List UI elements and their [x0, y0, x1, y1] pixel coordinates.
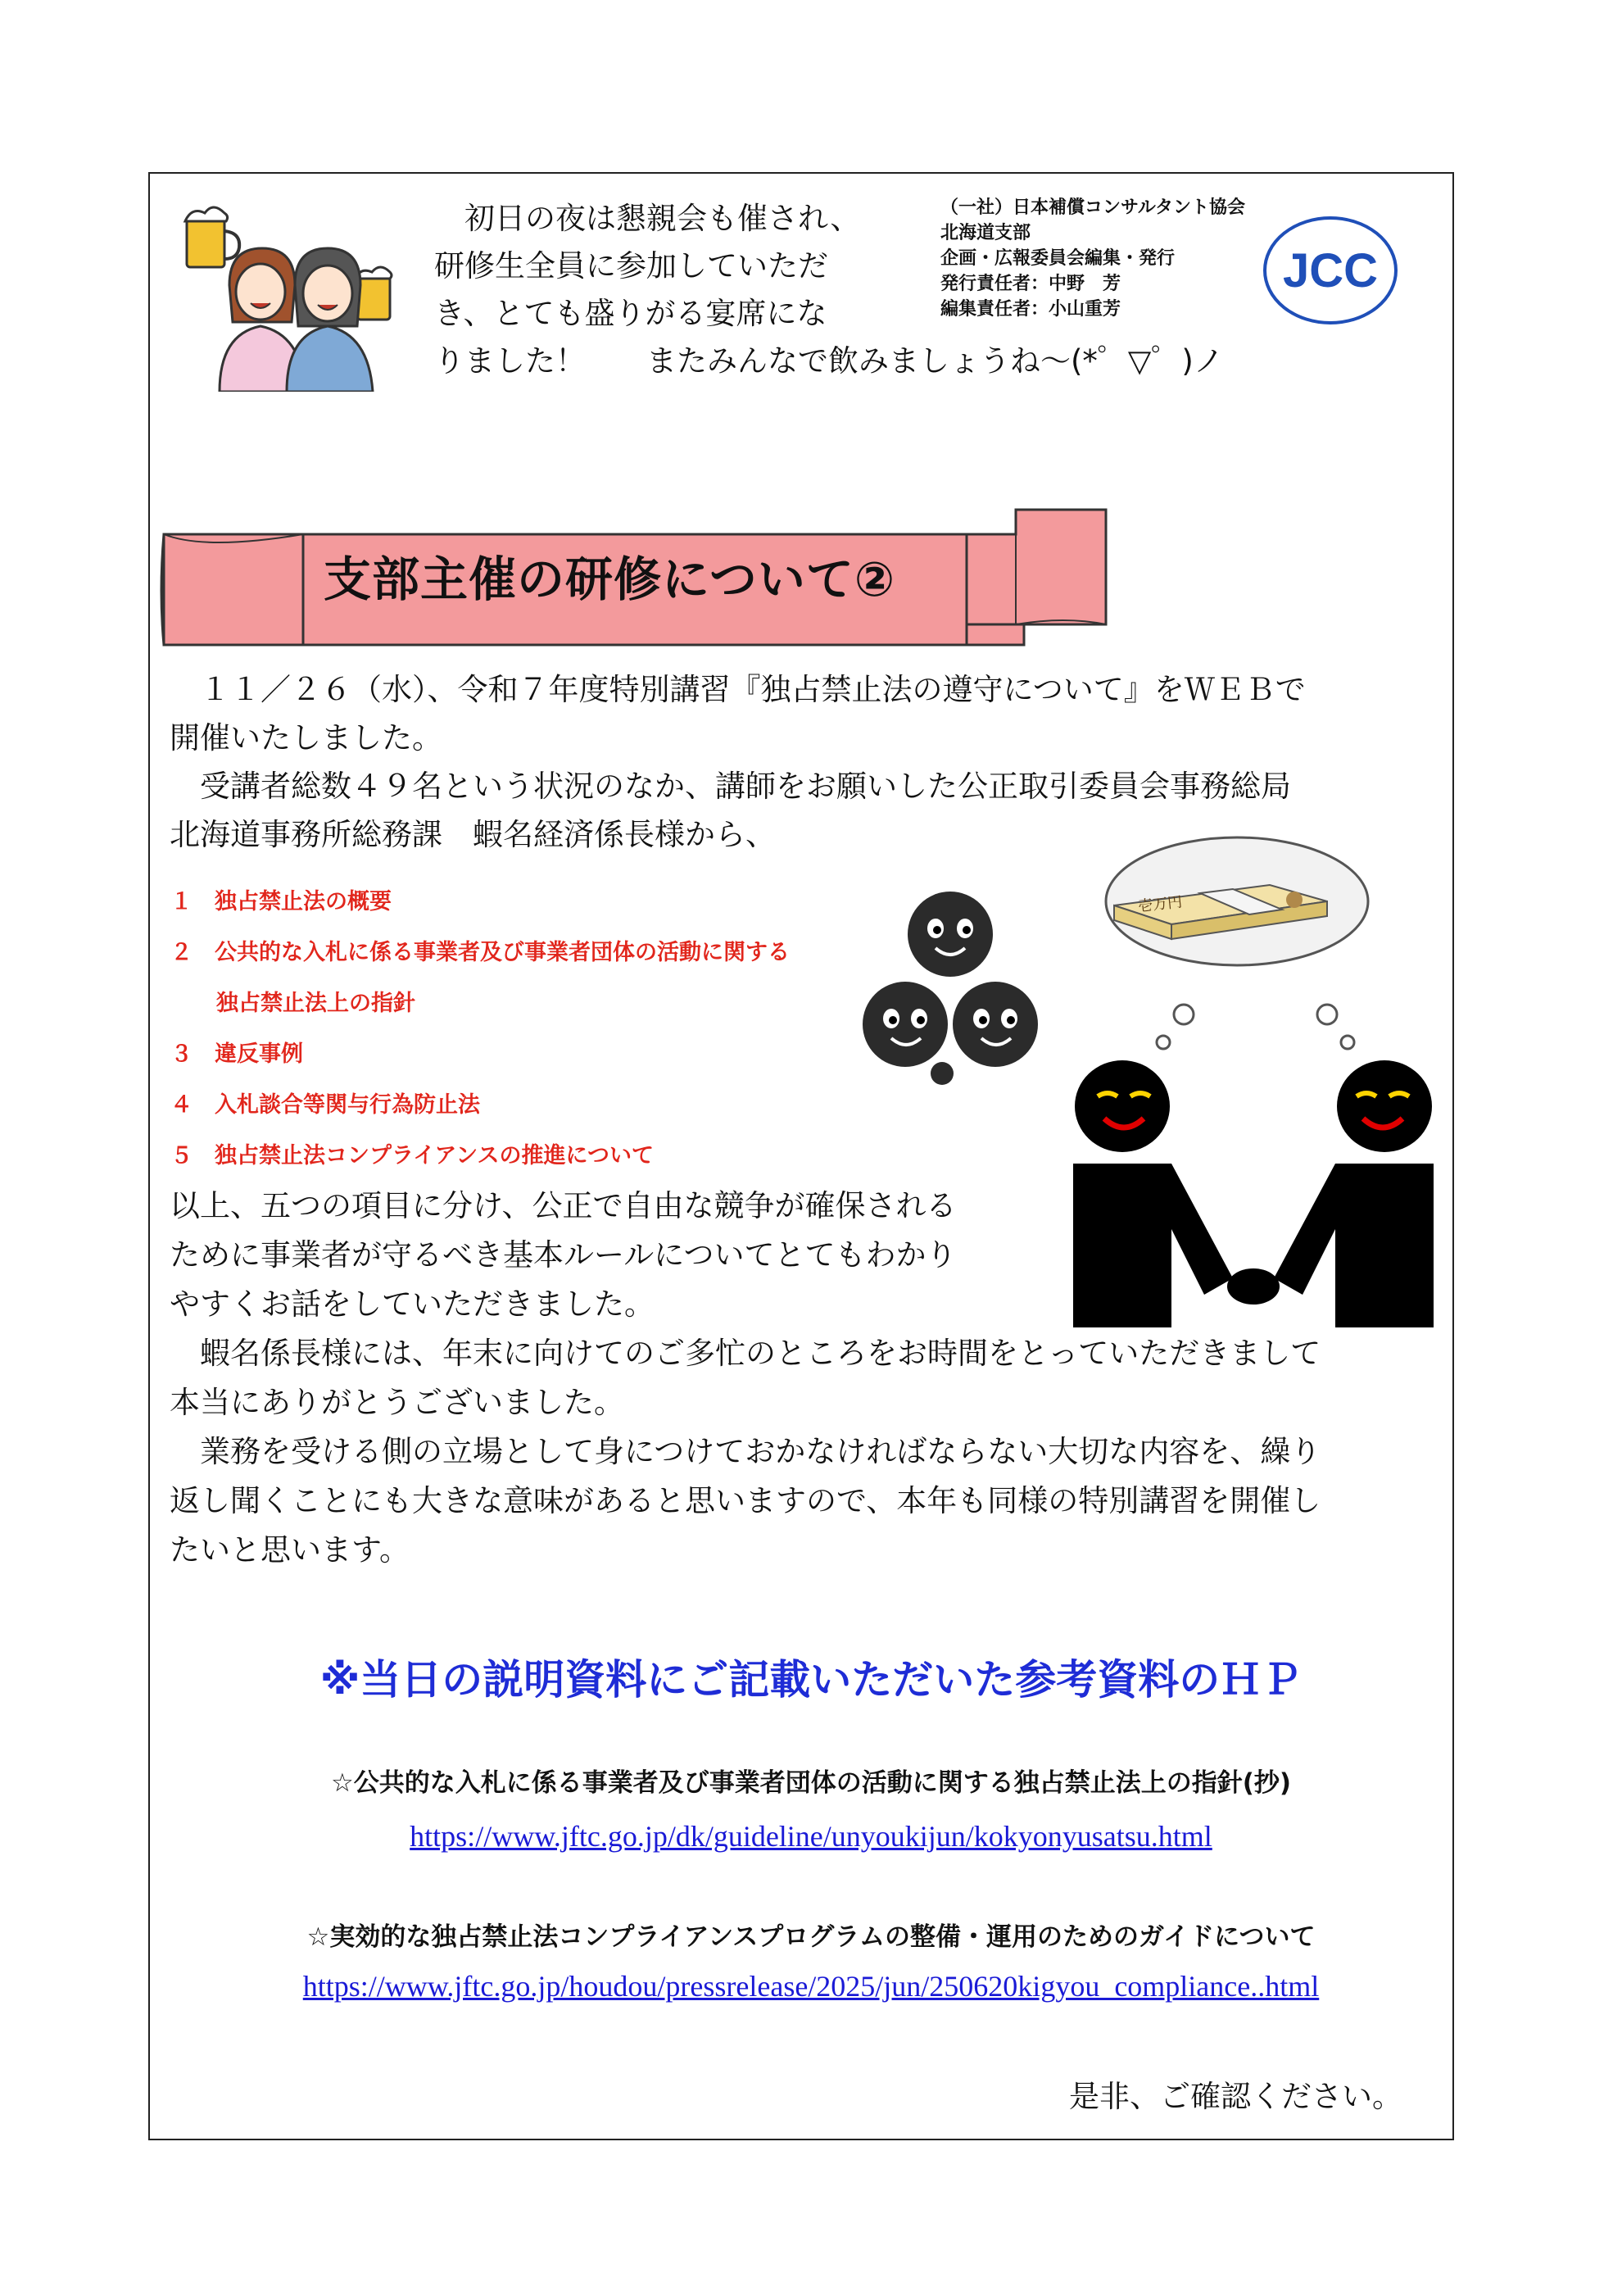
- body-p3-l3: やすくお話をしていただきました。: [170, 1286, 655, 1322]
- beer-mug-left-icon: [185, 207, 239, 267]
- body-p1-l2: 開催いたしました。: [170, 720, 442, 756]
- shadow-person-right-icon: [1274, 1060, 1434, 1327]
- reference-title: ☆公共的な入札に係る事業者及び事業者団体の活動に関する独占禁止法上の指針(抄): [330, 1768, 1292, 1798]
- jcc-logo: [1262, 215, 1399, 326]
- body-p2-l2: 北海道事務所総務課 蝦名経済係長様から、: [170, 817, 776, 852]
- body-p3-l2: ために事業者が守るべき基本ルールについてとてもわかり: [170, 1237, 957, 1273]
- org-branch: 北海道支部: [940, 223, 1031, 243]
- topic-item: ２ 公共的な入札に係る事業者及び事業者団体の活動に関する: [170, 940, 790, 965]
- thought-bubble: [1106, 837, 1368, 1049]
- jcc-logo-text: JCC: [1282, 244, 1379, 297]
- org-name: （一社）日本補償コンサルタント協会: [940, 197, 1246, 218]
- reference-link[interactable]: https://www.jftc.go.jp/dk/guideline/unyoukijun/kokyonyusatsu.html: [410, 1820, 1212, 1853]
- body-p4-l1: 蝦名係長様には、年末に向けてのご多忙のところをお時間をとっていただきまして: [170, 1336, 1321, 1371]
- body-p4-l2: 本当にありがとうございました。: [170, 1385, 624, 1420]
- intro-line: 初日の夜は懇親会も催され、: [434, 201, 861, 236]
- topic-item: 独占禁止法上の指針: [216, 991, 415, 1016]
- org-chief-editor: 編集責任者：小山重芳: [940, 299, 1121, 320]
- org-publisher: 発行責任者：中野 芳: [940, 274, 1121, 294]
- dark-face-icon: [863, 982, 948, 1067]
- topic-list: [170, 877, 790, 1182]
- collusion-illustration: [1057, 836, 1450, 1327]
- money-bill-text: 壱万円: [1137, 893, 1184, 915]
- closing-text: 是非、ご確認ください。: [1069, 2079, 1402, 2114]
- intro-line: りました！ またみんなで飲みましょうね～(*゜▽゜)ノ: [434, 343, 1224, 379]
- topic-item: １ 独占禁止法の概要: [170, 889, 392, 914]
- publisher-info: [940, 195, 1245, 322]
- body-p5-l3: たいと思います。: [170, 1532, 410, 1568]
- reference-link[interactable]: https://www.jftc.go.jp/houdou/pressrelease/2025/jun/250620kigyou_compliance..html: [302, 1970, 1320, 2003]
- topic-item: ５ 独占禁止法コンプライアンスの推進について: [170, 1143, 654, 1168]
- topic-item: ３ 違反事例: [170, 1041, 303, 1067]
- body-p3-l1: 以上、五つの項目に分け、公正で自由な競争が確保される: [170, 1188, 957, 1223]
- party-illustration: [172, 187, 410, 392]
- section-title: 支部主催の研修について②: [324, 551, 895, 607]
- handshake-icon: [1227, 1268, 1280, 1305]
- body-p5-l1: 業務を受ける側の立場として身につけておかなければならない大切な内容を、繰り: [170, 1434, 1321, 1469]
- intro-line: 研修生全員に参加していただ: [434, 248, 828, 284]
- body-p5-l2: 返し聞くことにも大きな意味があると思いますので、本年も同様の特別講習を開催し: [170, 1483, 1321, 1518]
- body-p1-l1: １１／２６（水）、令和７年度特別講習『独占禁止法の遵守について』をＷＥＢで: [170, 672, 1306, 707]
- three-faces-illustration: [852, 889, 1049, 1086]
- topic-item: ４ 入札談合等関与行為防止法: [170, 1092, 480, 1118]
- body-p2-l1: 受講者総数４９名という状況のなか、講師をお願いした公正取引委員会事務総局: [170, 769, 1291, 804]
- reference-title: ☆実効的な独占禁止法コンプライアンスプログラムの整備・運用のためのガイドについて: [306, 1922, 1316, 1952]
- shadow-person-left-icon: [1073, 1060, 1233, 1327]
- reference-notice: ※当日の説明資料にご記載いただいた参考資料のＨＰ: [319, 1656, 1303, 1704]
- intro-line: き、とても盛りがる宴席にな: [434, 296, 827, 331]
- org-editor: 企画・広報委員会編集・発行: [940, 248, 1176, 269]
- dark-face-icon: [953, 982, 1038, 1067]
- dark-face-icon: [908, 892, 993, 977]
